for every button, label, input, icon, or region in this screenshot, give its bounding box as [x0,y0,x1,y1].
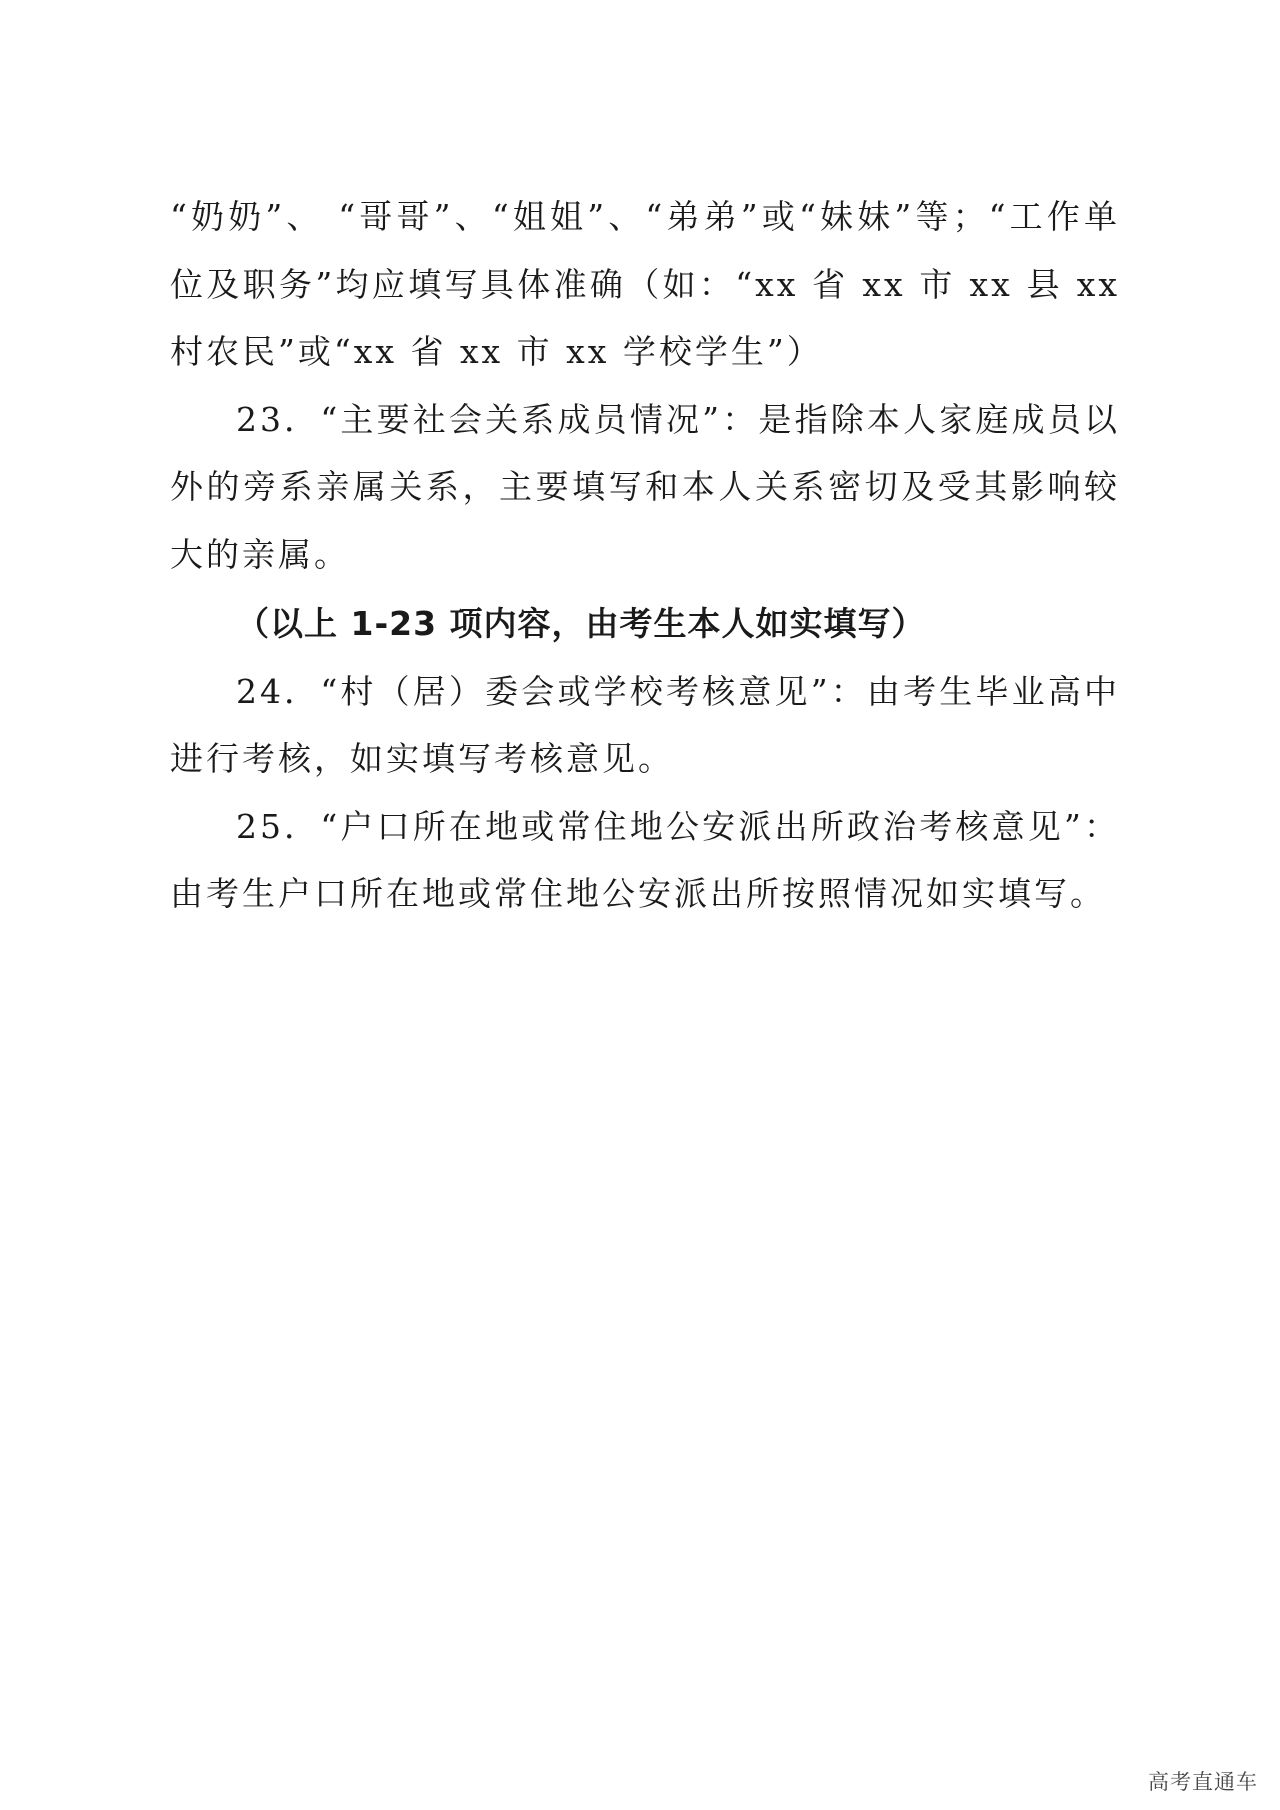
document-body [170,183,1120,928]
note-filled-by-candidate: （以上 1-23 项内容，由考生本人如实填写） [236,604,926,643]
watermark: 高考直通车 [1148,1770,1258,1794]
paragraph-item-25: 25．“户口所在地或常住地公安派出所政治考核意见”：由考生户口所在地或常住地公安派出所按照情况如实填写。 [170,806,1120,913]
paragraph-item-23: 23．“主要社会关系成员情况”：是指除本人家庭成员以外的旁系亲属关系，主要填写和本人关系密切及受其影响较大的亲属。 [170,399,1120,574]
paragraph-item-22-continued: “奶奶”、 “哥哥”、“姐姐”、“弟弟”或“妹妹”等；“工作单位及职务”均应填写具体准确（如：“xx 省 xx 市 xx 县 xx 村农民”或“xx 省 xx 市 xx 学校学生”） [170,197,1120,371]
paragraph-item-24: 24．“村（居）委会或学校考核意见”：由考生毕业高中进行考核，如实填写考核意见。 [170,671,1120,778]
